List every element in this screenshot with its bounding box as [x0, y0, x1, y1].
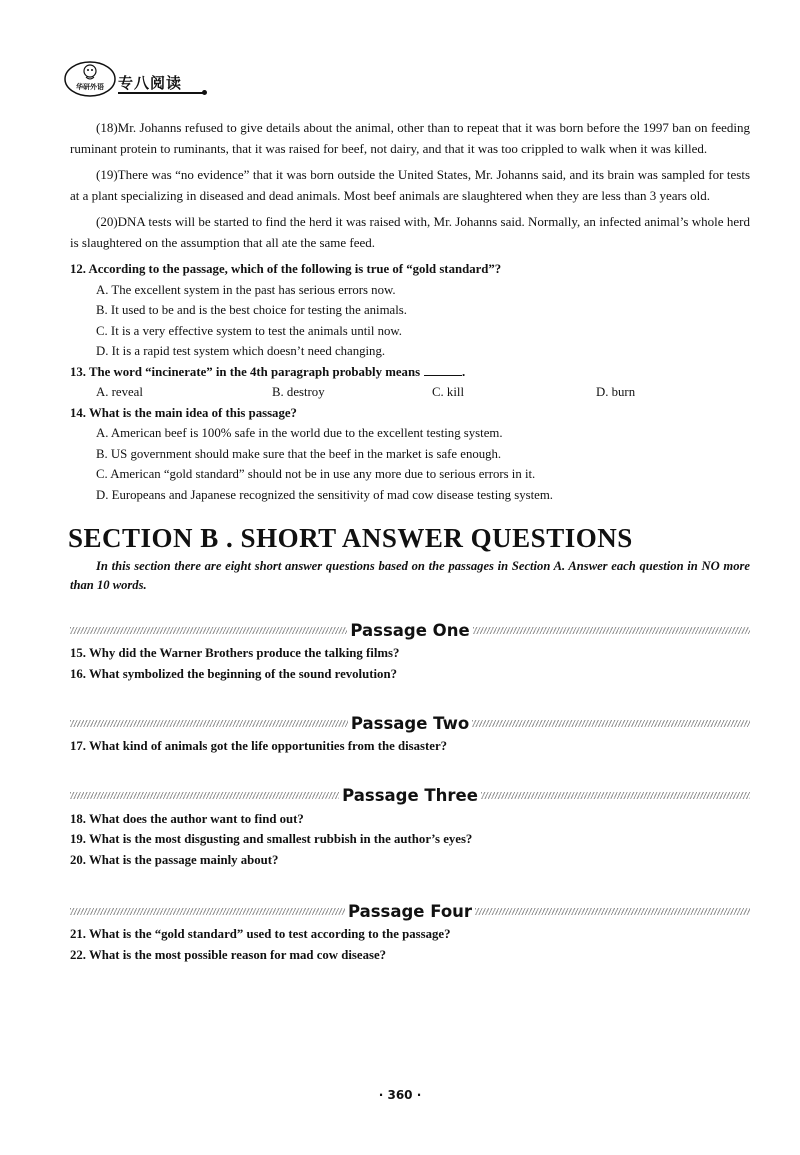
option-a: A. reveal [96, 385, 143, 399]
passage-title: Passage One [350, 620, 470, 640]
question-stem-end: . [462, 364, 466, 379]
options-row [96, 382, 750, 403]
passage-title: Passage Two [350, 713, 470, 733]
question-15: 15. Why did the Warner Brothers produce the talking films? [70, 646, 400, 660]
section-b-instructions: In this section there are eight short answer questions based on the passages in Section A. Answer each question in NO more than 10 words. [70, 559, 750, 592]
question-18: 18. What does the author want to find out? [70, 811, 304, 826]
hatch-divider [70, 627, 347, 634]
passage-title: Passage Four [347, 901, 473, 921]
paragraph-19: (19)There was “no evidence” that it was born outside the United States, Mr. Johanns said, and its brain was sampled for tests at a plant specializing in diseased and dead animals. Most beef animals are slaughtered when they are less than 3 years old. [70, 167, 750, 203]
option-d: D. Europeans and Japanese recognized the sensitivity of mad cow disease testing system. [96, 487, 554, 502]
question-12 [70, 259, 750, 362]
option-a: A. The excellent system in the past has serious errors now. [96, 282, 396, 297]
header-rule [118, 92, 204, 94]
option-b: B. US government should make sure that the beef in the market is safe enough. [96, 446, 502, 461]
header [62, 58, 212, 98]
hatch-divider [70, 720, 348, 727]
question-13 [70, 362, 750, 403]
page-number: · 360 · [378, 1088, 422, 1102]
passage-title: Passage Three [342, 786, 478, 805]
paragraph-18: (18)Mr. Johanns refused to give details about the animal, other than to repeat that it was born before the 1997 ban on feeding ruminant protein to ruminants, that it was raised for beef, not dairy, and that it was too crippled to walk when it was killed. [70, 120, 750, 156]
publisher-logo-icon [62, 58, 120, 98]
passage-three-heading [70, 785, 750, 807]
question-stem [70, 362, 750, 383]
question-22: 22. What is the most possible reason for mad cow disease? [70, 947, 387, 962]
question-19: 19. What is the most disgusting and smallest rubbish in the author’s eyes? [70, 832, 473, 846]
section-b-title: SECTION B . SHORT ANSWER QUESTIONS [68, 523, 633, 553]
paragraph-20: (20)DNA tests will be started to find the herd it was raised with, Mr. Johanns said. Normally, an infected animal’s whole herd is slaughtered on the assumption that all ate the same feed. [70, 214, 750, 250]
logo-text: 华研外语 [76, 83, 104, 91]
passage-four-heading [70, 900, 750, 922]
question-17: 17. What kind of animals got the life opportunities from the disaster? [70, 739, 448, 753]
answer-blank [424, 363, 462, 376]
question-stem: 14. What is the main idea of this passage? [70, 405, 297, 420]
option-a: A. American beef is 100% safe in the world due to the excellent testing system. [96, 426, 503, 440]
option-b: B. It used to be and is the best choice for testing the animals. [96, 303, 407, 317]
hatch-divider [472, 720, 750, 727]
content [70, 118, 750, 965]
option-c: C. It is a very effective system to test the animals until now. [96, 323, 402, 338]
header-dot [202, 90, 207, 95]
hatch-divider [473, 627, 750, 634]
option-c: C. American “gold standard” should not be in use any more due to serious errors in it. [96, 467, 536, 481]
option-c: C. kill [432, 385, 464, 399]
header-title: 专八阅读 [118, 74, 183, 92]
option-b: B. destroy [272, 385, 325, 399]
question-16: 16. What symbolized the beginning of the sound revolution? [70, 666, 397, 681]
hatch-divider [481, 792, 750, 799]
hatch-divider [70, 908, 345, 915]
option-d: D. burn [596, 385, 636, 399]
passage-one-heading [70, 619, 750, 641]
passage-two-heading [70, 712, 750, 734]
hatch-divider [70, 792, 339, 799]
question-21: 21. What is the “gold standard” used to test according to the passage? [70, 927, 451, 941]
question-stem-text: 13. The word “incinerate” in the 4th paragraph probably means [70, 364, 421, 379]
hatch-divider [475, 908, 750, 915]
question-14 [70, 403, 750, 506]
question-stem: 12. According to the passage, which of the following is true of “gold standard”? [70, 262, 502, 276]
question-20: 20. What is the passage mainly about? [70, 852, 279, 867]
option-d: D. It is a rapid test system which doesn’t need changing. [96, 344, 386, 358]
